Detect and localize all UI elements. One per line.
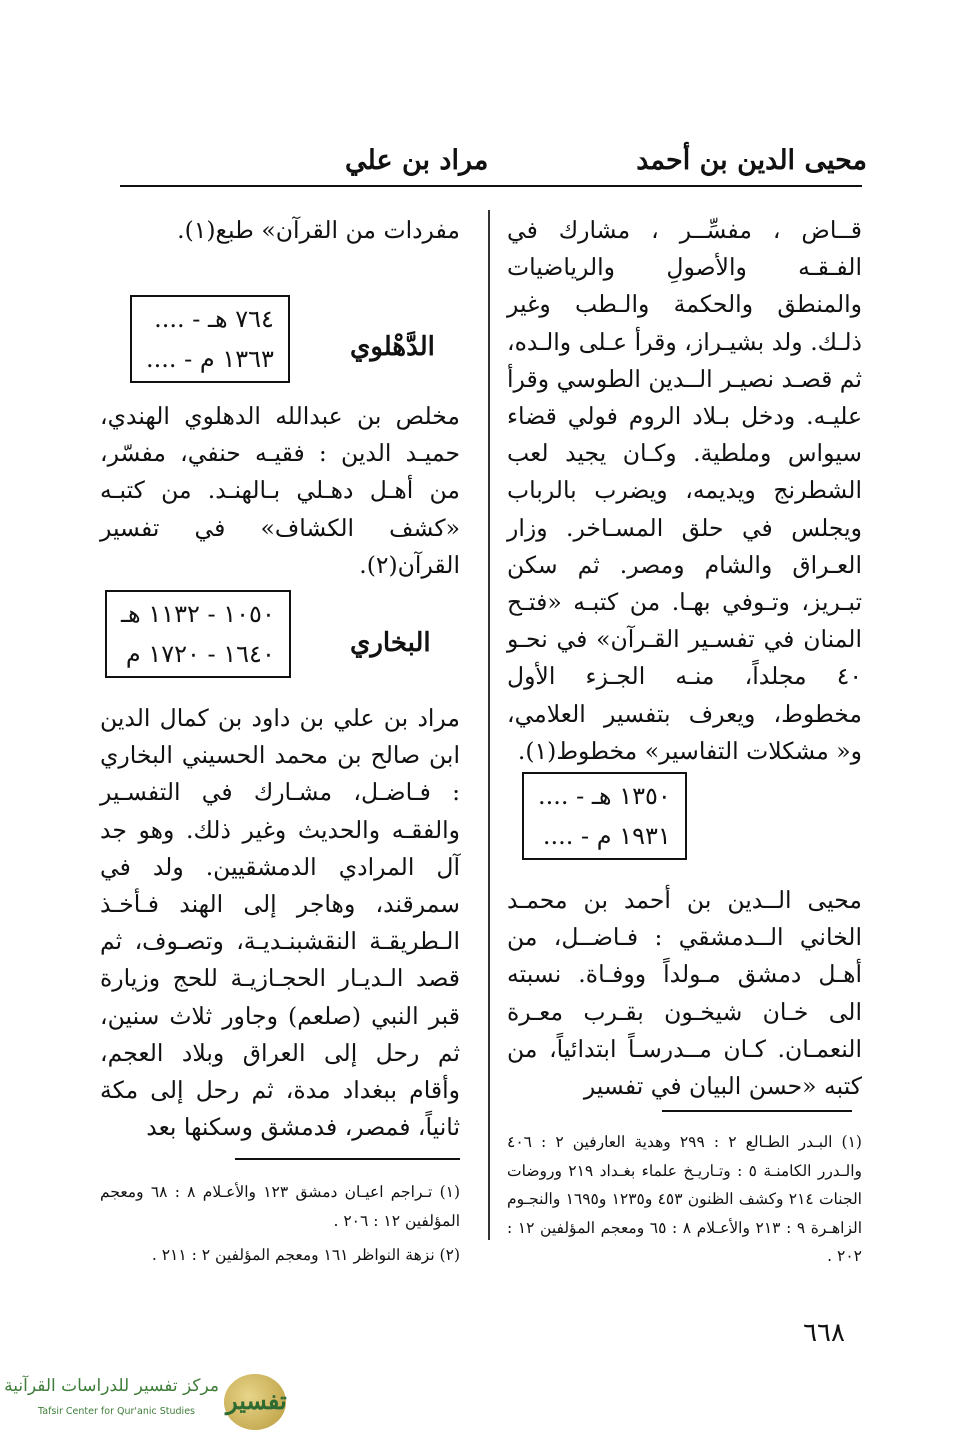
date-gregorian: ١٦٤٠ - ١٧٢٠ م	[125, 640, 275, 668]
date-bracket	[105, 590, 291, 678]
entry-name: البخاري	[350, 628, 431, 658]
logo-english-name: Tafsir Center for Qur'anic Studies	[38, 1406, 195, 1417]
date-gregorian: ١٩٣١ م - ....	[542, 822, 671, 850]
footnotes-right	[507, 1128, 862, 1271]
entry-name: الدَّهْلوي	[350, 332, 435, 362]
date-hijri: ١٣٥٠ هـ - ....	[538, 782, 671, 810]
left-column-paragraph-dahlawi	[100, 398, 460, 584]
paragraph-biography: قــاض ، مفسِّــر ، مشارك في الفـقـه والأصولِ والرياضيات والمنطق والحكمة والـطب وغير ذلـك. ولد بشيـراز، وقرأ عـلى والـده، ثم قصـد نصيـر الــدين الطوسي وقرأ عليـه. ودخل بـلاد الروم فولي قضاء سيواس وملطية. وكـان يجيد لعب الشطرنج ويديمه، ويضرب بالرباب ويجلس في حلق المسـاخر. وزار العـراق والشام ومصر. ثم سكن تبـريز، وتـوفي بهـا. من كتبـه «فتـح المنان في تفسـير القـرآن» في نحـو ٤٠ مجلداً، منـه الجـزء الأول مخطوط، ويعرف بتفسير العلامي، و« مشكلات التفاسير» مخطوط(١).	[507, 216, 862, 765]
date-hijri: ١٠٥٠ - ١١٣٢ هـ	[121, 600, 275, 628]
page-number: ٦٦٨	[803, 1318, 845, 1348]
right-column-paragraph-2	[507, 882, 862, 1105]
logo-arabic-name: مركز تفسير للدراسات القرآنية	[4, 1376, 219, 1396]
running-header-right: محيى الدين بن أحمد	[636, 145, 867, 176]
left-column-intro	[100, 212, 460, 249]
footnote: (١) تـراجم اعيـان دمشق ١٢٣ والأعـلام ٨ : ٦٨ ومعجم المؤلفين ١٢ : ٢٠٦ .	[100, 1183, 461, 1230]
tafsir-center-logo	[4, 1372, 294, 1434]
date-bracket	[130, 295, 290, 383]
right-column-paragraph	[507, 212, 862, 770]
footnote: (٢) نزهة النواظر ١٦١ ومعجم المؤلفين ٢ : ٢١١ .	[151, 1246, 460, 1264]
date-bracket	[522, 772, 687, 860]
footnote: (١) البـدر الطـالع ٢ : ٢٩٩ وهدية العارفين ٢ : ٤٠٦ والـدرر الكامنـة ٥ : وتـاريـخ علماء بغـداد ٢١٩ وروضات الجنات ٢١٤ وكشف الظنون ٤٥٣ و١٢٣٥ و١٦٩٥ والنجـوم الزاهـرة ٩ : ٢١٣ والأعـلام ٨ : ٦٥ ومعجم المؤلفين ١٢ : ٢٠٢ .	[507, 1133, 863, 1265]
paragraph-dahlawi: مخلص بن عبدالله الدهلوي الهندي، حميـد الدين : فقيـه حنفي، مفسّر، من أهـل دهـلي بـالهنـد. من كتبـه «كشف الكشاف» في تفسير القرآن(٢).	[100, 402, 460, 579]
paragraph-khani: محيى الــدين بن أحمد بن محمـد الخاني الــدمشقي : فـاضــل، من أهـل دمشق مـولداً ووفـاة. نسبته الى خـان شيخـون بقـرب معـرة النعمـان. كـان مــدرسـاً ابتدائياً، من كتبه «حسن البيان في تفسير	[507, 886, 862, 1101]
running-header-left: مراد بن علي	[345, 145, 489, 176]
column-divider	[488, 210, 490, 1240]
header-rule	[120, 185, 862, 187]
date-gregorian: ١٣٦٣ م - ....	[146, 345, 274, 373]
footnotes-left	[100, 1178, 460, 1270]
logo-word: تفسير	[226, 1386, 287, 1415]
left-column-paragraph-bukhari	[100, 700, 460, 1146]
date-hijri: ٧٦٤ هـ - ....	[154, 305, 274, 333]
footnote-rule-left	[235, 1158, 460, 1160]
paragraph-bukhari: مراد بن علي بن داود بن كمال الدين ابن صالح بن محمد الحسيني البخاري : فـاضـل، مشـارك في التفسـير والفقـه والحديث وغير ذلك. وهو جد آل المرادي الدمشقيين. ولد في سمرقند، وهاجر إلى الهند فـأخـذ الـطريقـة النقشبنـديـة، وتصـوف، ثم قصد الـديـار الحجـازيـة للحج وزيارة قبر النبي (صلعم) وجاور ثلاث سنين، ثم رحل إلى العراق وبلاد العجم، وأقام ببغداد مدة، ثم رحل إلى مكة ثانياً، فمصر، فدمشق وسكنها بعد	[100, 704, 460, 1142]
paragraph-intro: مفردات من القرآن» طبع(١).	[177, 216, 460, 244]
footnote-rule-right	[662, 1110, 852, 1112]
